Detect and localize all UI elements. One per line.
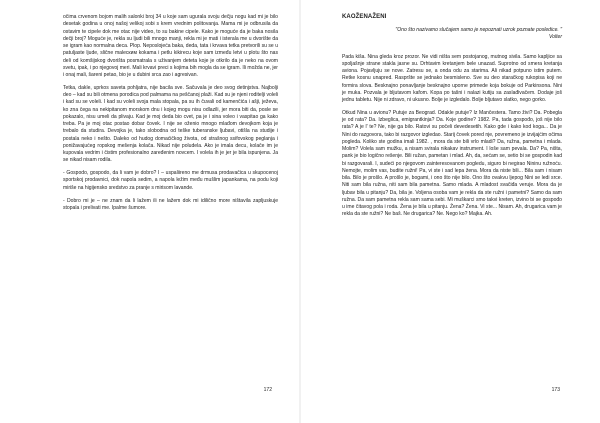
left-page-body [63, 14, 278, 212]
page-number: 173 [551, 387, 560, 393]
paragraph: očima crvenom bojom malih salonki broj 34 u koje sam uguralа svoju dečju nogu kad mi je bilo desetak godina u onoj našoj velikoj sobi s krem vrednim politovanja. Mama mi je odbrusila da ostavim te cipele dok me otac nije video, to su bakine cipele. Kako je moguće da je baka nosila dečji broj? Moguće je, rekla su ljudi bili mnogo manji, rekla mi je mati i isterala me u dvorište da se igram kao normalna deca. Plop. Neposlojeća baka, deda, tata i krvava tetka pretvorili su se u patuljaste ljude, slične malecким kokama i petlu kikireсu koje sam između letvi u plotu što nas deli od komšijskog dvorišta posmatrala s uživanjem deteta koje je otkrilo da je neko na ovom svetu, ipak, i po njegovoj meri. Mali krvavi preci s kojima bih mogla da se igram. Ili možda ne, jer i onaj mali, šareni petao, bio je u dubini srca zao i agresivan. [63, 14, 278, 78]
epigraph [342, 27, 562, 42]
paragraph: Pada kiša. Nina gleda kroz prozor. Ne vidi ništa sem postojanog, mutnog sivila. Samo kapljice sa spoljašnje strane stakla jasne su. Drhtavim kretanjem bele unazad. Suprotno od smera kretanja aviona. Pojavljuju se nove. Zatresu se, a onda odu za starima. Ali nikad potpuno istim putem. Retke kosnu unapred. Raspršte se jednako besmisleno. Sve su deo starаčkog rukopisa koji ne formira slova. Besknajno ponavljanje besknajno upornе primede koja bokuje od Parkinsona. Nini je muka. Pozvala je bljutavom kafom. Kopa po tašni i nalazi kutiju sa zaslađivačem. Dodaje još jednu tabletu. Nije ni zdravo, ni ukusno. Bolje je izgledalo. Bolje bljutavo slatko, nego gorko. [342, 53, 562, 103]
right-page-body [342, 54, 562, 219]
paragraph: - Gospodo, gospodo, da li vam je dobro? I – uspaliireno me drmusa prodavačica u skupocenoj sportskoj prodavnici, dok napola sedim, a napola ležim među mušlim japankama, na podu koji miriše na higijensko sredstvo za pranje s mirisom lavande. [63, 170, 278, 191]
chapter-title: KAOŽENAŽENI [342, 14, 387, 20]
book-gutter [299, 0, 301, 423]
epigraph-text: "Ono što nazivamo slučajem samo je nepoznati uzrok poznate posledice. " [395, 27, 562, 33]
paragraph: Otkud Nina u avionu? Putuje za Beograd. Odakle putuje? Iz Mančestera. Tamo živi? Da. Pobegla je od rata? Da. Izbeglica, emigrantkinja? Da. Koje godine? 1982. Pa, tada gospođo, još nije bilo rata? A je l' te? Ne, nije ga bilo. Ratovi su počeli devedesetih. Kako gde i kako kod koga... Da je Nini do razgovora, tako bi razgovor izgledao. Starij čovek pored nje, povremeno je izvijajćim očima pogleda. Koliko ste godina imali 1982. , mora da ste bili vrlo mladi? Da, ružna, pametna i mlada. Molim? Volela sam mužku, a nisam svirala nikakav instrument. I loše sam pevala. Da? Pa, ništa, pank je bio logično rešenje. Bili ružan, pametan i mlad. Ah, da, sećam se, setio bi se gospodin kad bi razgovarali. I, sudeći po njegovom zainteresovanom pogledu, siguro bi negirao Nininu ružnoću. Nemojte, molim vas, budite ružni! Pa, vi ste i sad lepa žena. Mora da niste bili... Bila sam i nisam bila. Bilo je prošlo. A prošlo je, bogami, i ono što nije bilo. Ono što ovakvu ljepog Nini se ledi srce. Niti sam bila ružna, niti sam bila pametna. Samo mlada. A mladost svačiđa veruje. Mora da je ljubav bila u pitanju? Da, bila je. Volјena osoba vam je rekla da ste ružni i pametni? Samo da sam ružna. Da sam pametna rekla sam sama sebi. Mi muškarci smo takvi kreten, izvinо bi se gospođo u ime čitavog pola i roda. Žena je bila u pitanju. Žena? Žena. Vi ste... Nisam. Ah, drugarica vam je rekla da ste ružni? Ne baš. Ne drugarica? Ne. Nego ko? Majka. Ah. [342, 109, 562, 218]
paragraph: Tetka, dakle, uprkos saveta pohlјatra, nije bacila sve. Sačuvala je deo svog detinjstva. Najbolji deo – kad su bili otmena porodica pod palmama na peščanoj plaži. Kad su je njeni roditelji voleli i kad su se voleli. I kad su voleli svoja mala stopala, pa su ih čuvali od kamenčića i ašji, ježeva, ko zna čega na nekipitanom morskom dnu i kojeg mogu nisu odlazili, jer mora biti da, posle se pokazalo, nisu umeli da plivaju. Kad je moj deda bio cvet, pa je i sina voleo i vaspitao ga kako treba. Pa je moj otac postao dobar čovek. I nije se oženio mnogo mlađom devojkom koja je trebalo da studira. Devojka je, tako slobodna od teške tuberanske ljubavi, otišla na studije i postala neko i nešto. Daleko od hudog domaćičkog života, od strašnog ssifovskog peglanja i ponižavajućeg ropskog mešenja kolača. Nikad nije poludela. Ako je imala decu, kolače im je kupovala vedrim i čistim profesionalno zaređenim novcem. I volela ih je jer je bila ispunjena. Ja se nikad nisam rodila. [63, 84, 278, 164]
right-page [302, 0, 600, 423]
epigraph-author: Volter [549, 34, 562, 41]
page-number: 172 [263, 387, 272, 393]
left-page [0, 0, 298, 423]
paragraph: - Dobro mi je – ne znam da li lažem ili ne lažem dok mi idilično more ništavila zapljuskuje stopala i prelivati me. Ipalme šumore. [63, 197, 278, 211]
